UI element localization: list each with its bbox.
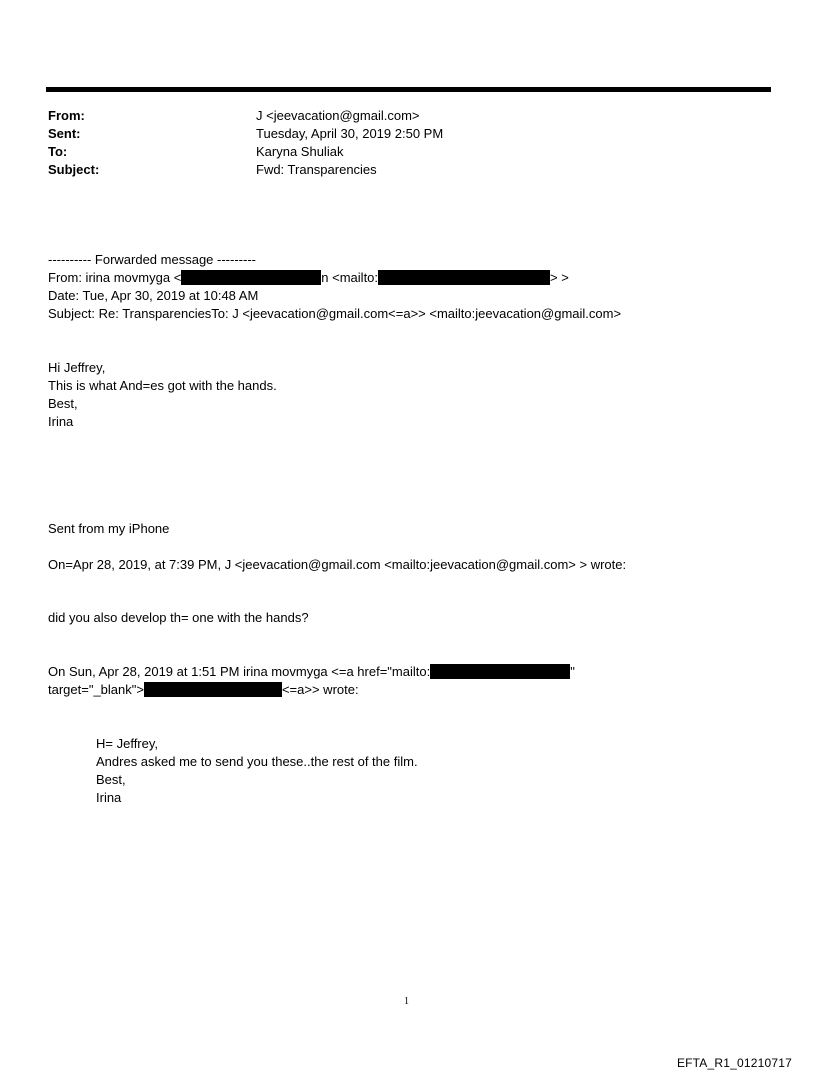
header-rule: [46, 87, 771, 92]
body-text: This is what And=es got with the hands.: [48, 378, 277, 393]
quote1-header: On=Apr 28, 2019, at 7:39 PM, J <jeevacation@gmail.com <mailto:jeevacation@gmail.com> > wrote:: [48, 557, 627, 572]
redaction-block: [181, 270, 321, 285]
body-greeting: Hi Jeffrey,: [48, 360, 106, 375]
to-label: To:: [48, 144, 68, 159]
quote2-text: Andres asked me to send you these..the rest of the film.: [96, 754, 418, 769]
forward-subject: Subject: Re: TransparenciesTo: J <jeevacation@gmail.com<=a>> <mailto:jeevacation@gmail.com>: [48, 306, 622, 321]
quote2-target-prefix: target="_blank">: [48, 682, 144, 697]
quote2-signoff: Irina: [96, 790, 122, 805]
bates-number: EFTA_R1_01210717: [676, 1056, 792, 1070]
forward-date: Date: Tue, Apr 30, 2019 at 10:48 AM: [48, 288, 259, 303]
subject-label: Subject:: [48, 162, 100, 177]
sent-value: Tuesday, April 30, 2019 2:50 PM: [256, 126, 444, 141]
body-signoff: Irina: [48, 414, 74, 429]
from-label: From:: [48, 108, 85, 123]
quote2-closing: Best,: [96, 772, 126, 787]
redaction-block: [144, 682, 282, 697]
quote1-body: did you also develop th= one with the hands?: [48, 610, 309, 625]
body-closing: Best,: [48, 396, 78, 411]
forward-separator: ---------- Forwarded message ---------: [48, 252, 256, 267]
forward-from-prefix: From: irina movmyga <: [48, 270, 182, 285]
sent-label: Sent:: [48, 126, 81, 141]
quote2-header-line1: [48, 663, 575, 681]
quote2-header-suffix: ": [570, 664, 575, 679]
forward-from-line: [48, 269, 569, 287]
from-value: J <jeevacation@gmail.com>: [256, 108, 420, 123]
quote2-greeting: H= Jeffrey,: [96, 736, 159, 751]
subject-value: Fwd: Transparencies: [256, 162, 377, 177]
redaction-block: [378, 270, 550, 285]
forward-from-mid: n <mailto:: [321, 270, 379, 285]
quote2-target-suffix: <=a>> wrote:: [281, 682, 359, 697]
signature: Sent from my iPhone: [48, 521, 170, 536]
quote2-header-prefix: On Sun, Apr 28, 2019 at 1:51 PM irina movmyga <=a href="mailto:: [48, 664, 431, 679]
forward-from-suffix: > >: [550, 270, 569, 285]
redaction-block: [430, 664, 570, 679]
to-value: Karyna Shuliak: [256, 144, 344, 159]
quote2-header-line2: [48, 681, 359, 699]
page-number: 1: [404, 996, 409, 1007]
